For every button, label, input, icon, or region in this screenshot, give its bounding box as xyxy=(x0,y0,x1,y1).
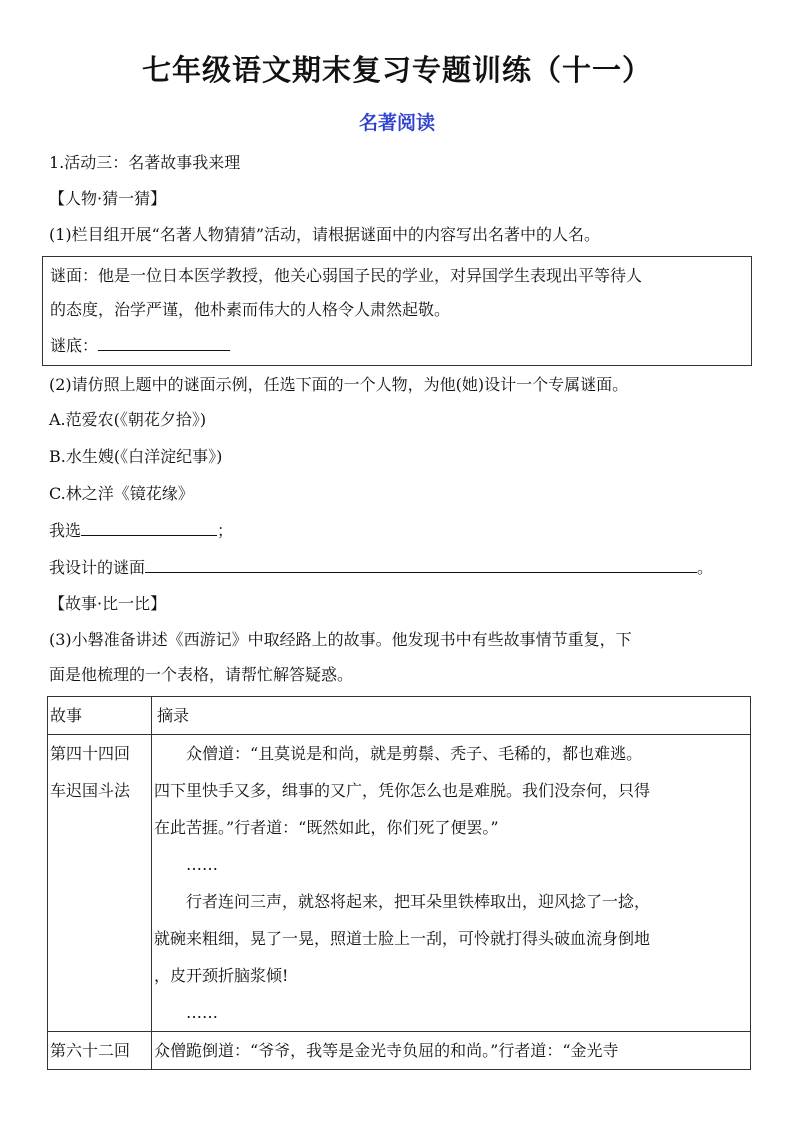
excerpt-ellipsis: …… xyxy=(186,855,218,874)
row1-story-title: 车迟国斗法 xyxy=(50,781,131,800)
riddle-text-line2: 的态度，治学严谨，他朴素而伟大的人格令人肃然起敬。 xyxy=(50,300,451,319)
header-story: 故事 xyxy=(48,697,152,735)
row2-story: 第六十二回 xyxy=(48,1032,152,1070)
riddle-box xyxy=(42,256,752,366)
table-row xyxy=(48,735,751,1032)
riddle-answer-blank[interactable] xyxy=(98,334,230,351)
excerpt-line: 在此苦捱。”行者道：“既然如此，你们死了便罢。” xyxy=(154,818,499,837)
table-row xyxy=(48,1032,751,1070)
choose-label: 我选 xyxy=(49,521,82,540)
row1-excerpt xyxy=(152,735,751,1032)
subquestion-3-line2: 面是他梳理的一个表格，请帮忙解答疑惑。 xyxy=(49,665,354,684)
option-b: B.水生嫂(《白洋淀纪事》) xyxy=(49,447,223,466)
row1-story xyxy=(48,735,152,1032)
choose-end: ； xyxy=(217,521,234,540)
excerpt-line: 就碗来粗细，晃了一晃，照道士脸上一刮，可怜就打得头破血流身倒地 xyxy=(154,929,651,948)
question-heading: 1.活动三：名著故事我来理 xyxy=(49,153,241,172)
option-a: A.范爱农(《朝花夕拾》) xyxy=(49,410,207,429)
row2-excerpt: 众僧跪倒道：“爷爷，我等是金光寺负屈的和尚。”行者道：“金光寺 xyxy=(152,1032,751,1070)
excerpt-line: 四下里快手又多，缉事的又广，凭你怎么也是难脱。我们没奈何，只得 xyxy=(154,781,651,800)
riddle-answer-row xyxy=(50,333,230,356)
row1-story-chapter: 第四十四回 xyxy=(50,744,131,763)
subquestion-3-line1: (3)小磐准备讲述《西游记》中取经路上的故事。他发现书中有些故事情节重复，下 xyxy=(49,630,632,649)
design-label: 我设计的谜面 xyxy=(49,558,146,577)
design-row xyxy=(49,555,713,578)
design-blank[interactable] xyxy=(145,556,697,573)
section-label-character: 【人物·猜一猜】 xyxy=(49,189,167,208)
excerpt-line: ，皮开颈折脑浆倾! xyxy=(154,966,289,985)
subquestion-2-prompt: (2)请仿照上题中的谜面示例，任选下面的一个人物，为他(她)设计一个专属谜面。 xyxy=(49,375,629,394)
table-header-row xyxy=(48,697,751,735)
section-label-story: 【故事·比一比】 xyxy=(49,594,167,613)
page-title: 七年级语文期末复习专题训练（十一） xyxy=(141,53,652,87)
riddle-answer-label: 谜底： xyxy=(50,336,99,355)
option-c: C.林之洋《镜花缘》 xyxy=(49,484,194,503)
riddle-text-line1: 谜面：他是一位日本医学教授，他关心弱国子民的学业，对异国学生表现出平等待人 xyxy=(50,266,643,285)
subquestion-1-prompt: (1)栏目组开展“名著人物猜猜”活动，请根据谜面中的内容写出名著中的人名。 xyxy=(49,225,601,244)
choose-blank[interactable] xyxy=(81,519,217,536)
section-title: 名著阅读 xyxy=(358,112,435,134)
header-excerpt: 摘录 xyxy=(152,697,751,735)
choose-row xyxy=(49,518,233,541)
excerpt-ellipsis: …… xyxy=(186,1003,218,1022)
excerpt-line: 行者连问三声，就怒将起来，把耳朵里铁棒取出，迎风捻了一捻， xyxy=(186,892,651,911)
excerpt-line: 众僧道：“且莫说是和尚，就是剪鬃、秃子、毛稀的，都也难逃。 xyxy=(186,744,643,763)
story-table xyxy=(47,696,751,1070)
design-end: 。 xyxy=(697,558,714,577)
